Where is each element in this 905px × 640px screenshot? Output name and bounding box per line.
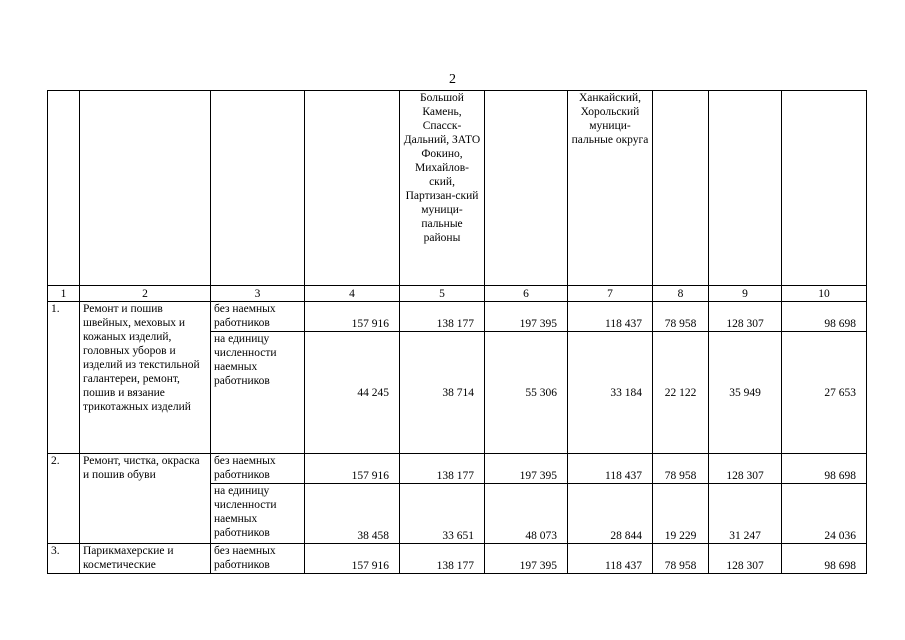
row-number: 2. (48, 454, 80, 544)
value-cell: 28 844 (568, 484, 653, 544)
column-number: 10 (782, 286, 867, 302)
value-cell: 27 653 (782, 332, 867, 454)
value-cell: 197 395 (485, 544, 568, 574)
value-cell: 128 307 (709, 544, 782, 574)
value-cell: 98 698 (782, 454, 867, 484)
row-condition: без наемных работников (211, 544, 305, 574)
value-cell: 118 437 (568, 302, 653, 332)
value-cell: 157 916 (305, 302, 400, 332)
row-condition: без наемных работников (211, 302, 305, 332)
header-cell (211, 91, 305, 286)
column-number: 7 (568, 286, 653, 302)
value-cell: 33 651 (400, 484, 485, 544)
value-cell: 78 958 (653, 454, 709, 484)
header-cell (305, 91, 400, 286)
value-cell: 138 177 (400, 454, 485, 484)
row-condition: без наемных работников (211, 454, 305, 484)
table-row (48, 544, 867, 574)
value-cell: 38 714 (400, 332, 485, 454)
value-cell: 38 458 (305, 484, 400, 544)
value-cell: 22 122 (653, 332, 709, 454)
value-cell: 128 307 (709, 454, 782, 484)
table-row (48, 454, 867, 484)
row-number: 1. (48, 302, 80, 454)
value-cell: 35 949 (709, 332, 782, 454)
row-number: 3. (48, 544, 80, 574)
column-number: 3 (211, 286, 305, 302)
column-number: 6 (485, 286, 568, 302)
column-number: 8 (653, 286, 709, 302)
row-category: Ремонт и пошив швейных, меховых и кожаных изделий, головных уборов и изделий из текстильной галантереи, ремонт, пошив и вязание трикотажных изделий (80, 302, 211, 454)
column-number: 1 (48, 286, 80, 302)
header-cell (48, 91, 80, 286)
value-cell: 19 229 (653, 484, 709, 544)
row-condition: на единицу численности наемных работников (211, 332, 305, 454)
header-cell (653, 91, 709, 286)
page-number: 2 (449, 72, 456, 87)
value-cell: 157 916 (305, 454, 400, 484)
header-cell (782, 91, 867, 286)
value-cell: 24 036 (782, 484, 867, 544)
tariff-table (47, 90, 867, 574)
value-cell: 44 245 (305, 332, 400, 454)
column-number-row (48, 286, 867, 302)
value-cell: 78 958 (653, 302, 709, 332)
row-category: Парикмахерские и косметические (80, 544, 211, 574)
value-cell: 138 177 (400, 302, 485, 332)
header-cell (709, 91, 782, 286)
column-number: 5 (400, 286, 485, 302)
value-cell: 33 184 (568, 332, 653, 454)
value-cell: 48 073 (485, 484, 568, 544)
column-number: 2 (80, 286, 211, 302)
header-col7: Ханкайский, Хорольский муници-пальные округа (568, 91, 653, 286)
value-cell: 78 958 (653, 544, 709, 574)
value-cell: 197 395 (485, 302, 568, 332)
value-cell: 197 395 (485, 454, 568, 484)
value-cell: 31 247 (709, 484, 782, 544)
table-row (48, 302, 867, 332)
value-cell: 157 916 (305, 544, 400, 574)
value-cell: 55 306 (485, 332, 568, 454)
header-cell (80, 91, 211, 286)
value-cell: 98 698 (782, 544, 867, 574)
value-cell: 98 698 (782, 302, 867, 332)
row-category: Ремонт, чистка, окраска и пошив обуви (80, 454, 211, 544)
table-header-row (48, 91, 867, 286)
row-condition: на единицу численности наемных работников (211, 484, 305, 544)
column-number: 4 (305, 286, 400, 302)
header-cell (485, 91, 568, 286)
column-number: 9 (709, 286, 782, 302)
value-cell: 118 437 (568, 544, 653, 574)
value-cell: 118 437 (568, 454, 653, 484)
value-cell: 138 177 (400, 544, 485, 574)
header-col5: Большой Камень, Спасск-Дальний, ЗАТО Фокино, Михайлов-ский, Партизан-ский муници-пальные районы (400, 91, 485, 286)
value-cell: 128 307 (709, 302, 782, 332)
